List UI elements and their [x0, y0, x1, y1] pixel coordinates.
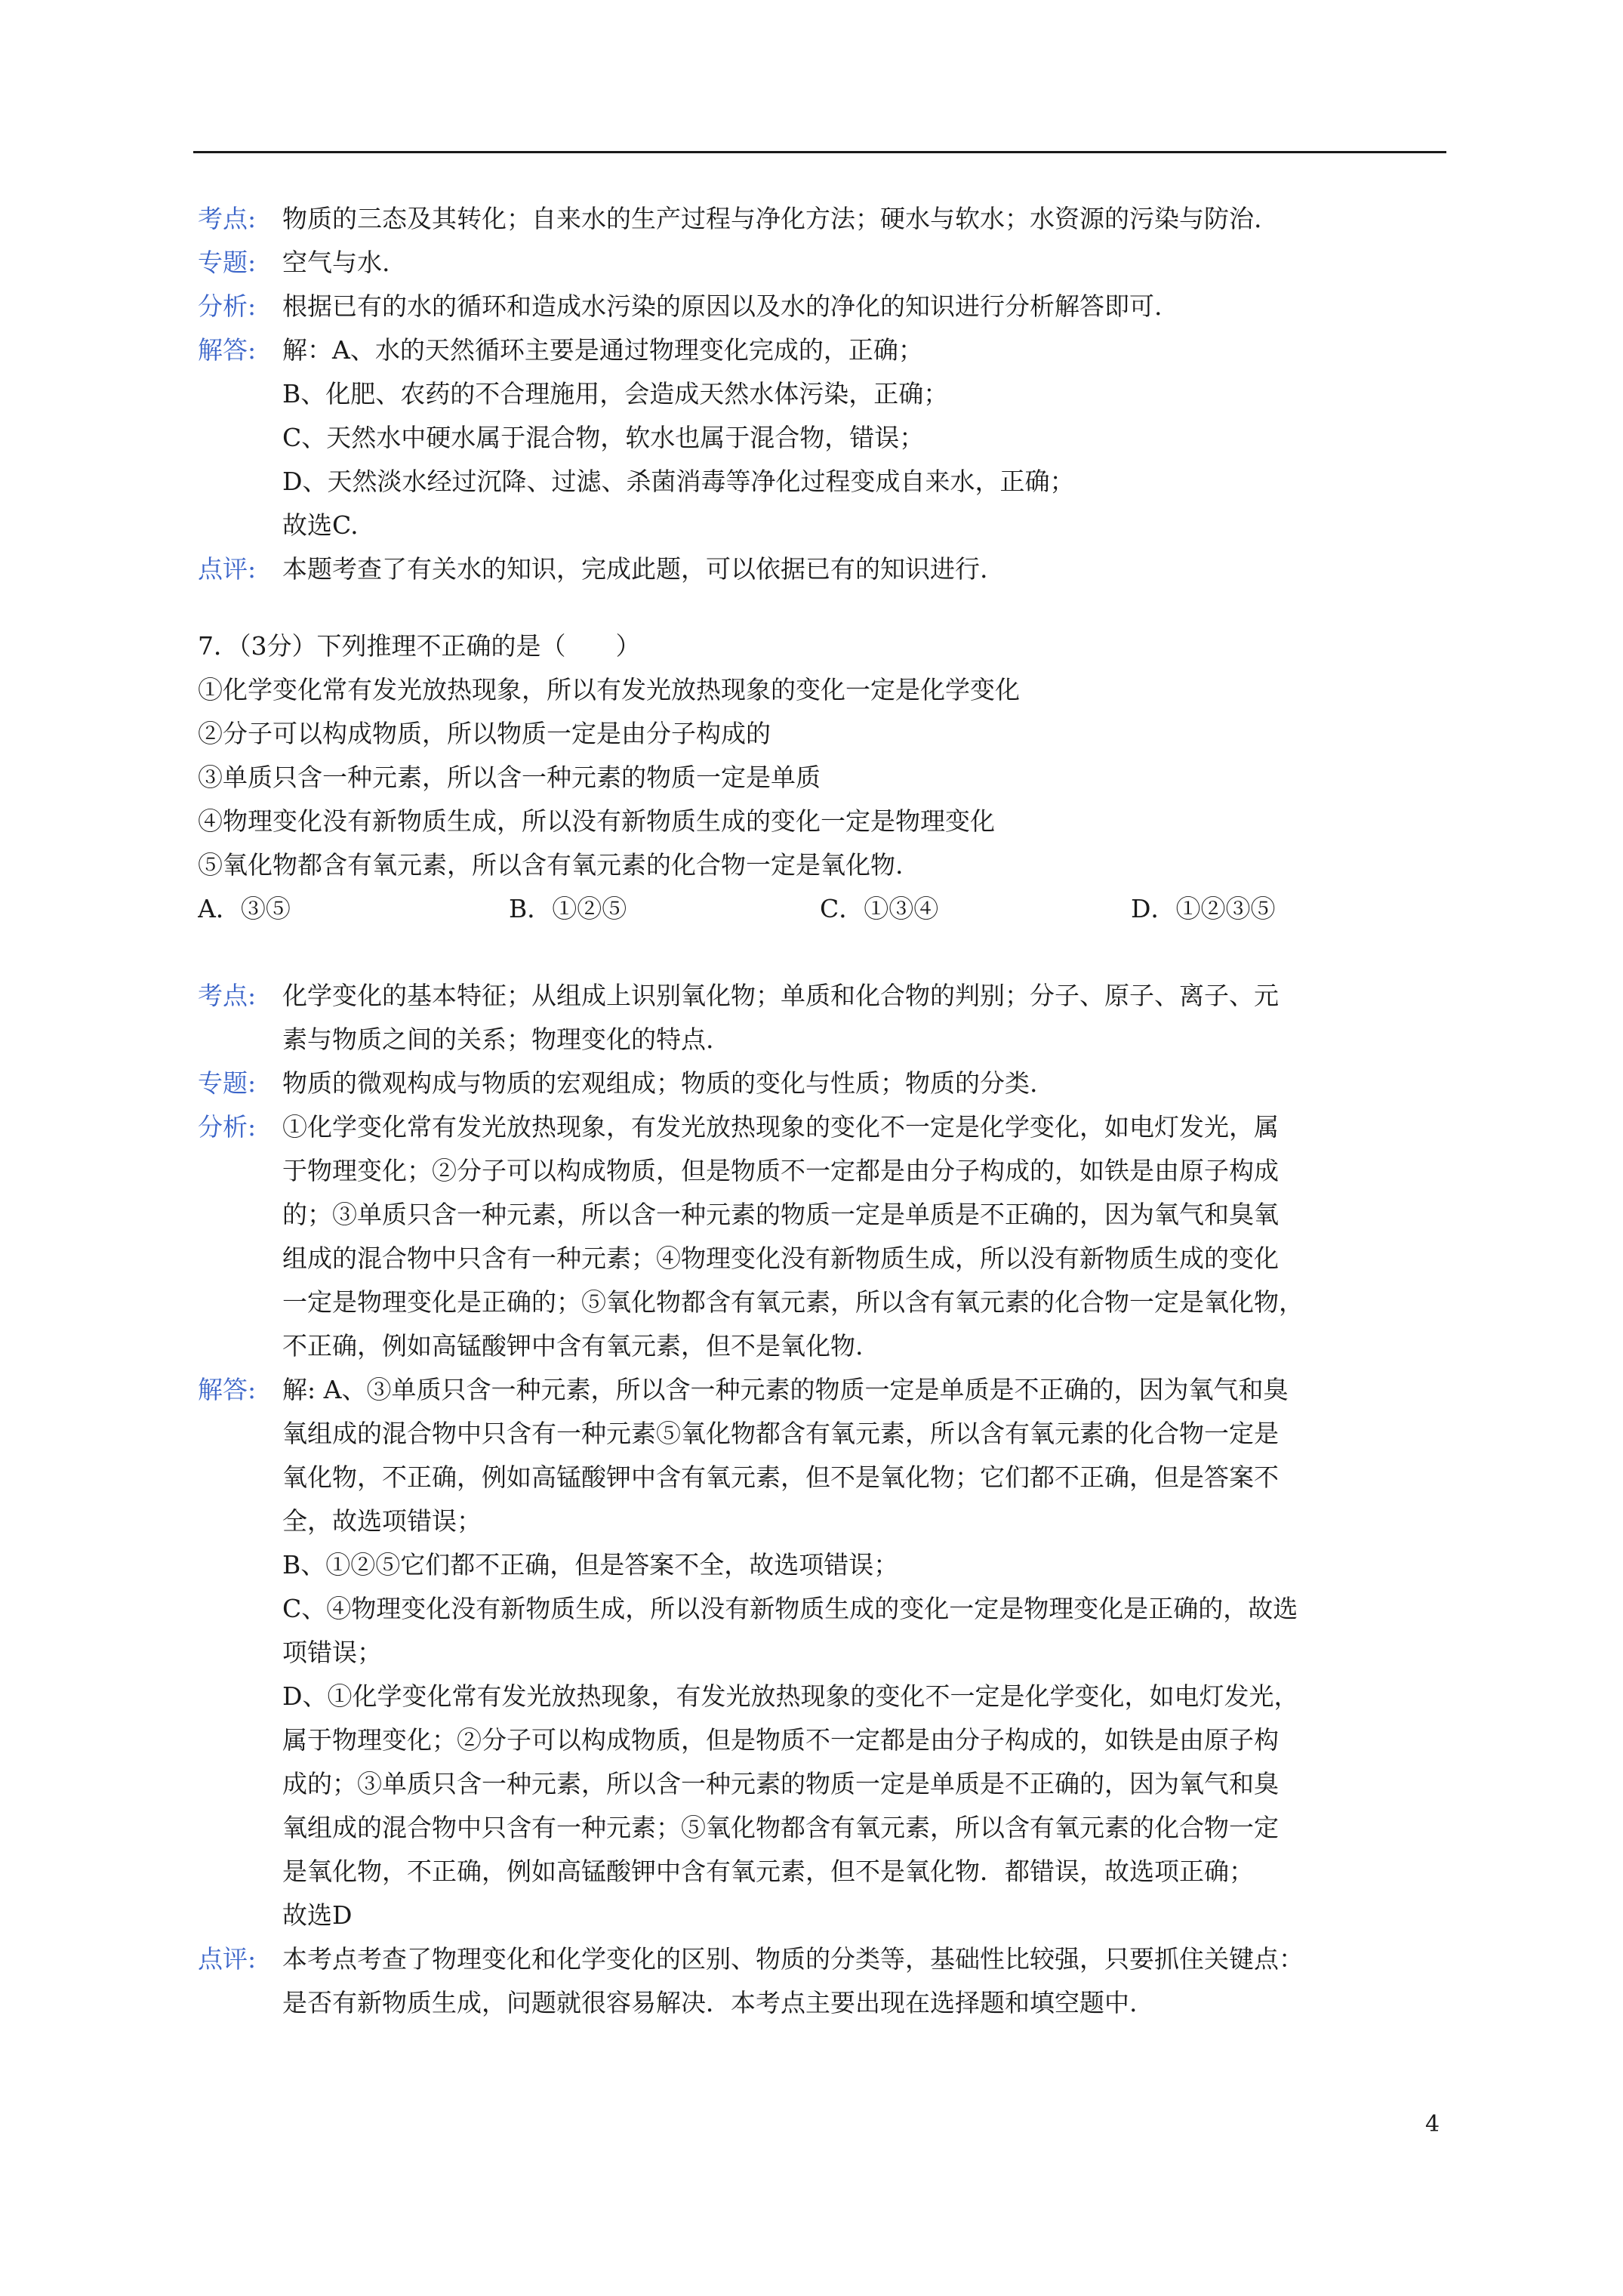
q7-jieda-line: B、①②⑤它们都不正确，但是答案不全，故选项错误； — [282, 1550, 899, 1579]
q7-statement: ③单质只含一种元素，所以含一种元素的物质一定是单质 — [198, 763, 821, 792]
q6-fenxi-row — [198, 285, 1448, 328]
q7-fenxi-line: 于物理变化；②分子可以构成物质，但是物质不一定都是由分子构成的，如铁是由原子构成 — [282, 1156, 1279, 1185]
q7-zhuanti-row — [198, 1062, 1448, 1105]
q6-dianping-line: 本题考查了有关水的知识，完成此题，可以依据已有的知识进行. — [282, 554, 988, 584]
dianping-label: 点评: — [198, 1944, 257, 1974]
q6-jieda-line: C、天然水中硬水属于混合物，软水也属于混合物，错误； — [282, 423, 925, 452]
q7-zhuanti-line: 物质的微观构成与物质的宏观组成；物质的变化与性质；物质的分类. — [282, 1068, 1038, 1098]
q7-jieda-line: 项错误； — [282, 1638, 382, 1667]
q6-jieda-line: B、化肥、农药的不合理施用，会造成天然水体污染，正确； — [282, 379, 949, 408]
kaodian-label: 考点: — [198, 204, 257, 233]
q7-jieda-line: 属于物理变化；②分子可以构成物质，但是物质不一定都是由分子构成的，如铁是由原子构 — [282, 1725, 1279, 1755]
jieda-label: 解答: — [198, 1375, 257, 1404]
choice-c: C．①③④ — [820, 894, 939, 923]
fenxi-label: 分析: — [198, 291, 257, 321]
zhuanti-label: 专题: — [198, 248, 257, 277]
q7-jieda-line: 氧组成的混合物中只含有一种元素⑤氧化物都含有氧元素，所以含有氧元素的化合物一定是 — [282, 1419, 1279, 1448]
q7-kaodian-line: 素与物质之间的关系；物理变化的特点. — [282, 1025, 714, 1054]
zhuanti-label: 专题: — [198, 1068, 257, 1098]
page-number: 4 — [1425, 2111, 1440, 2137]
q7-fenxi-line: 组成的混合物中只含有一种元素；④物理变化没有新物质生成，所以没有新物质生成的变化 — [282, 1244, 1279, 1273]
kaodian-label: 考点: — [198, 981, 257, 1010]
q7-choices — [198, 887, 1448, 931]
q7-fenxi-line: ①化学变化常有发光放热现象，有发光放热现象的变化不一定是化学变化，如电灯发光，属 — [282, 1112, 1279, 1142]
q7-statement: ①化学变化常有发光放热现象，所以有发光放热现象的变化一定是化学变化 — [198, 675, 1020, 704]
q7-jieda-row — [198, 1368, 1448, 1937]
q7-dianping-row — [198, 1937, 1448, 2025]
q7-jieda-line: 是氧化物，不正确，例如高锰酸钾中含有氧元素，但不是氧化物．都错误，故选项正确； — [282, 1857, 1254, 1886]
q7-statement: ④物理变化没有新物质生成，所以没有新物质生成的变化一定是物理变化 — [198, 806, 995, 836]
q7-jieda-line: 氧组成的混合物中只含有一种元素；⑤氧化物都含有氧元素，所以含有氧元素的化合物一定 — [282, 1813, 1279, 1842]
q7-jieda-line: D、①化学变化常有发光放热现象，有发光放热现象的变化不一定是化学变化，如电灯发光， — [282, 1681, 1299, 1711]
q7-jieda-line: 成的；③单质只含一种元素，所以含一种元素的物质一定是单质是不正确的，因为氧气和臭 — [282, 1769, 1279, 1798]
q7-fenxi-line: 的；③单质只含一种元素，所以含一种元素的物质一定是单质是不正确的，因为氧气和臭氧 — [282, 1200, 1279, 1229]
jieda-label: 解答: — [198, 335, 257, 365]
q7-kaodian-row — [198, 974, 1448, 1062]
q6-fenxi-line: 根据已有的水的循环和造成水污染的原因以及水的净化的知识进行分析解答即可. — [282, 291, 1163, 321]
q7-fenxi-row — [198, 1105, 1448, 1368]
q6-kaodian-row — [198, 197, 1448, 241]
fenxi-label: 分析: — [198, 1112, 257, 1142]
q7-fenxi-line: 不正确，例如高锰酸钾中含有氧元素，但不是氧化物. — [282, 1331, 864, 1361]
q7-statement: ⑤氧化物都含有氧元素，所以含有氧元素的化合物一定是氧化物. — [198, 850, 904, 880]
q7-jieda-line: 全，故选项错误； — [282, 1506, 482, 1536]
q7-jieda-line: 氧化物，不正确，例如高锰酸钾中含有氧元素，但不是氧化物；它们都不正确，但是答案不 — [282, 1462, 1279, 1492]
q6-jieda-row — [198, 328, 1448, 547]
choice-b: B．①②⑤ — [509, 894, 627, 923]
choice-a: A．③⑤ — [198, 894, 291, 923]
q6-jieda-line: D、天然淡水经过沉降、过滤、杀菌消毒等净化过程变成自来水，正确； — [282, 467, 1075, 496]
q6-kaodian-line: 物质的三态及其转化；自来水的生产过程与净化方法；硬水与软水；水资源的污染与防治. — [282, 204, 1262, 233]
q7-fenxi-line: 一定是物理变化是正确的；⑤氧化物都含有氧元素，所以含有氧元素的化合物一定是氧化物， — [282, 1287, 1304, 1317]
q7-dianping-line: 是否有新物质生成，问题就很容易解决．本考点主要出现在选择题和填空题中. — [282, 1988, 1138, 2017]
choice-d: D．①②③⑤ — [1131, 894, 1276, 923]
q6-jieda-line: 解：A、水的天然循环主要是通过物理变化完成的，正确； — [282, 335, 923, 365]
q6-zhuanti-row — [198, 241, 1448, 285]
q7-jieda-line: 故选D — [282, 1900, 353, 1930]
q7-stem: 7．（3分）下列推理不正确的是（ ） — [198, 631, 641, 661]
q7-jieda-line: C、④物理变化没有新物质生成，所以没有新物质生成的变化一定是物理变化是正确的，故选 — [282, 1594, 1298, 1623]
q7-statement: ②分子可以构成物质，所以物质一定是由分子构成的 — [198, 719, 771, 748]
header-rule — [193, 151, 1446, 153]
q7-kaodian-line: 化学变化的基本特征；从组成上识别氧化物；单质和化合物的判别；分子、原子、离子、元 — [282, 981, 1279, 1010]
q6-explanation — [198, 197, 1448, 591]
q7-explanation — [198, 974, 1448, 2025]
dianping-label: 点评: — [198, 554, 257, 584]
q7-question — [198, 624, 1448, 931]
q7-dianping-line: 本考点考查了物理变化和化学变化的区别、物质的分类等，基础性比较强，只要抓住关键点： — [282, 1944, 1304, 1974]
q7-jieda-line: 解: A、③单质只含一种元素，所以含一种元素的物质一定是单质是不正确的，因为氧气和臭 — [282, 1375, 1289, 1404]
q6-jieda-line: 故选C. — [282, 510, 359, 540]
q6-dianping-row — [198, 547, 1448, 591]
q6-zhuanti-line: 空气与水. — [282, 248, 390, 277]
